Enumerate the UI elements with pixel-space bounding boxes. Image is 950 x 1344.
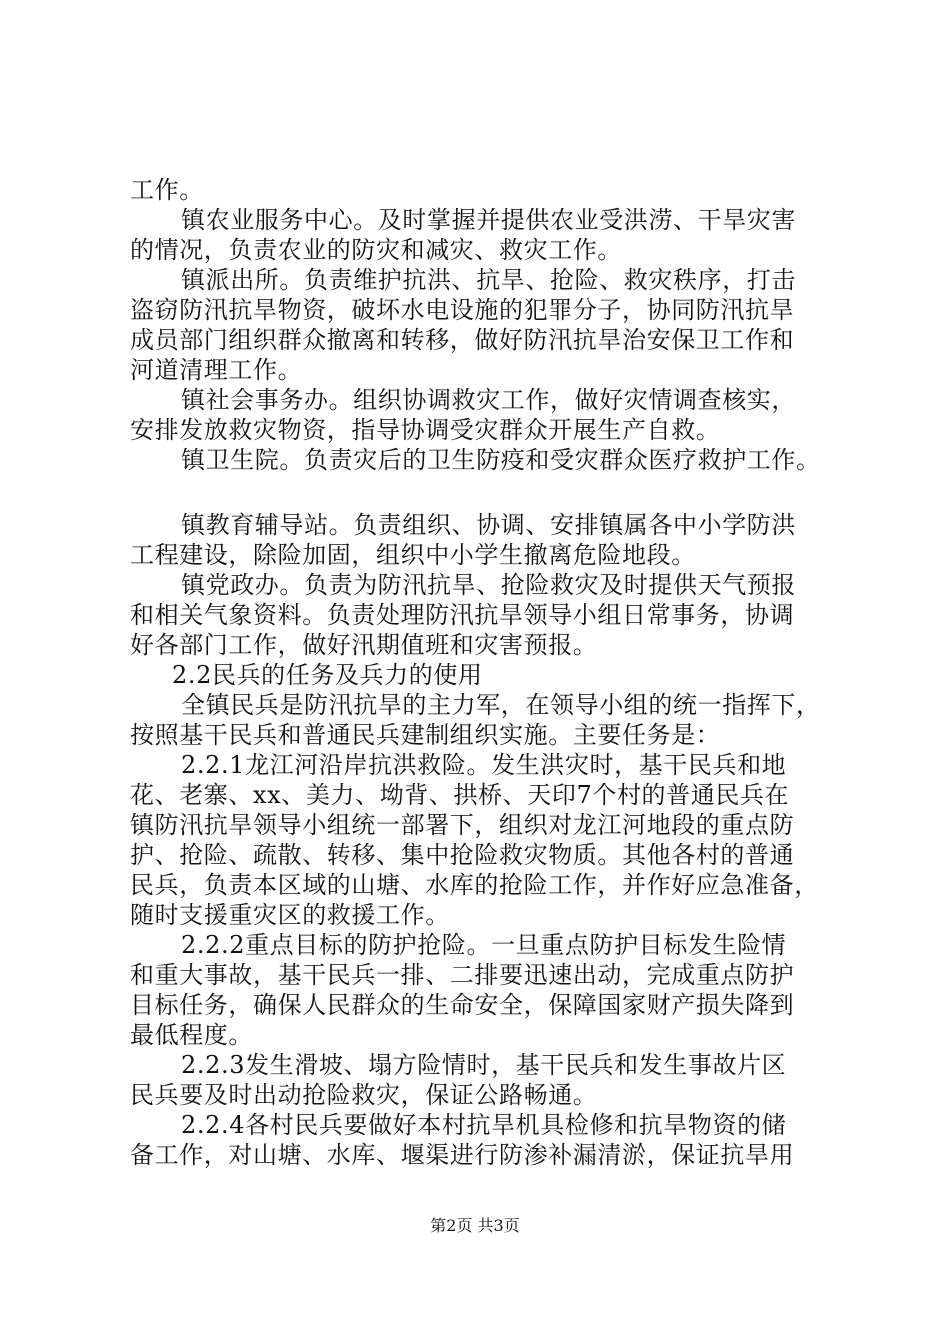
text-line: 镇社会事务办。组织协调救灾工作，做好灾情调查核实， — [181, 386, 796, 414]
text-line: 镇农业服务中心。及时掌握并提供农业受洪涝、干旱灾害 — [181, 206, 796, 234]
text-line: 的情况，负责农业的防灾和减灾、救灾工作。 — [130, 236, 622, 264]
text-line: 目标任务，确保人民群众的生命安全，保障国家财产损失降到 — [130, 991, 795, 1019]
text-line: 花、老寨、xx、美力、坳背、拱桥、天印7个村的普通民兵在 — [130, 781, 790, 809]
text-line: 工作。 — [130, 176, 204, 204]
page-number-footer: 第2页 共3页 — [430, 1216, 520, 1235]
text-line: 随时支援重灾区的救援工作。 — [130, 901, 450, 929]
text-line: 和重大事故，基干民兵一排、二排要迅速出动，完成重点防护 — [130, 961, 795, 989]
text-line: 护、抢险、疏散、转移、集中抢险救灾物质。其他各村的普通 — [130, 841, 795, 869]
text-line: 镇教育辅导站。负责组织、协调、安排镇属各中小学防洪 — [181, 511, 796, 539]
text-line: 盗窃防汛抗旱物资，破坏水电设施的犯罪分子，协同防汛抗旱 — [130, 296, 795, 324]
text-line: 河道清理工作。 — [130, 356, 303, 384]
text-line: 备工作，对山塘、水库、堰渠进行防渗补漏清淤，保证抗旱用 — [130, 1141, 795, 1169]
text-line: 2.2.3发生滑坡、塌方险情时，基干民兵和发生事故片区 — [181, 1051, 787, 1079]
text-line: 工程建设，除险加固，组织中小学生撤离危险地段。 — [130, 541, 696, 569]
text-line: 2.2.2重点目标的防护抢险。一旦重点防护目标发生险情 — [181, 931, 787, 959]
text-line: 成员部门组织群众撤离和转移，做好防汛抗旱治安保卫工作和 — [130, 326, 795, 354]
text-line: 好各部门工作，做好汛期值班和灾害预报。 — [130, 631, 598, 659]
text-line: 民兵，负责本区域的山塘、水库的抢险工作，并作好应急准备， — [130, 871, 819, 899]
section-heading: 2.2民兵的任务及兵力的使用 — [172, 661, 483, 689]
text-line: 最低程度。 — [130, 1021, 253, 1049]
text-line: 镇党政办。负责为防汛抗旱、抢险救灾及时提供天气预报 — [181, 571, 796, 599]
text-line: 按照基干民兵和普通民兵建制组织实施。主要任务是： — [130, 721, 721, 749]
text-line: 镇防汛抗旱领导小组统一部署下，组织对龙江河地段的重点防 — [130, 811, 795, 839]
text-line: 2.2.4各村民兵要做好本村抗旱机具检修和抗旱物资的储 — [181, 1111, 787, 1139]
text-line: 全镇民兵是防汛抗旱的主力军，在领导小组的统一指挥下， — [181, 691, 821, 719]
text-line: 2.2.1龙江河沿岸抗洪救险。发生洪灾时，基干民兵和地 — [181, 751, 787, 779]
text-line: 和相关气象资料。负责处理防汛抗旱领导小组日常事务，协调 — [130, 601, 795, 629]
text-line: 镇派出所。负责维护抗洪、抗旱、抢险、救灾秩序，打击 — [181, 266, 796, 294]
text-line: 民兵要及时出动抢险救灾，保证公路畅通。 — [130, 1081, 598, 1109]
text-line: 镇卫生院。负责灾后的卫生防疫和受灾群众医疗救护工作。 — [181, 446, 821, 474]
text-line: 安排发放救灾物资，指导协调受灾群众开展生产自救。 — [130, 416, 721, 444]
